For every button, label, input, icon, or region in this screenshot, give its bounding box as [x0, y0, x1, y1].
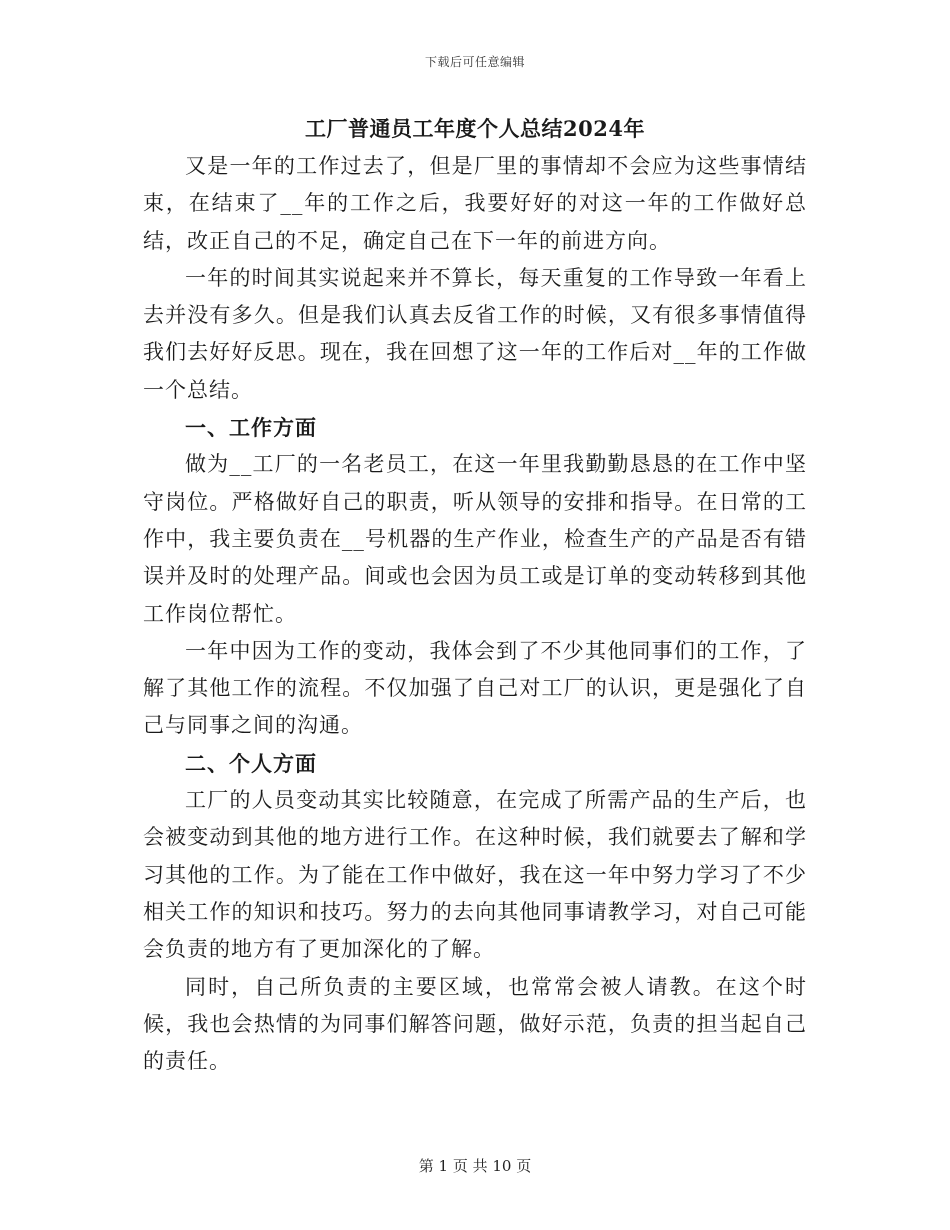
paragraph-3: 做为__工厂的一名老员工，在这一年里我勤勤恳恳的在工作中坚守岗位。严格做好自己的职责，听从领导的安排和指导。在日常的工作中，我主要负责在__号机器的生产作业，检查生产的产品是否有错误并及时的处理产品。间或也会因为员工或是订单的变动转移到其他工作岗位帮忙。: [143, 452, 807, 626]
document-title: 工厂普通员工年度个人总结2024年: [305, 116, 645, 141]
page-number-indicator: 第 1 页 共 10 页: [418, 1157, 532, 1175]
section-heading-personal: 二、个人方面: [185, 750, 317, 776]
paragraph-1: 又是一年的工作过去了，但是厂里的事情却不会应为这些事情结束，在结束了__年的工作之后，我要好好的对这一年的工作做好总结，改正自己的不足，确定自己在下一年的前进方向。: [143, 154, 807, 253]
page-header-note: 下载后可任意编辑: [424, 55, 525, 69]
section-heading-work: 一、工作方面: [185, 415, 317, 441]
paragraph-5: 工厂的人员变动其实比较随意，在完成了所需产品的生产后，也会被变动到其他的地方进行工作。在这种时候，我们就要去了解和学习其他的工作。为了能在工作中做好，我在这一年中努力学习了不少相关工作的知识和技巧。努力的去向其他同事请教学习，对自己可能会负责的地方有了更加深化的了解。: [143, 788, 807, 962]
paragraph-2: 一年的时间其实说起来并不算长，每天重复的工作导致一年看上去并没有多久。但是我们认真去反省工作的时候，又有很多事情值得我们去好好反思。现在，我在回想了这一年的工作后对__年的工作做一个总结。: [143, 265, 807, 402]
document-body: [143, 148, 807, 1080]
paragraph-4: 一年中因为工作的变动，我体会到了不少其他同事们的工作，了解了其他工作的流程。不仅加强了自己对工厂的认识，更是强化了自己与同事之间的沟通。: [143, 638, 807, 738]
paragraph-6: 同时，自己所负责的主要区域，也常常会被人请教。在这个时候，我也会热情的为同事们解答问题，做好示范，负责的担当起自己的责任。: [143, 974, 807, 1074]
